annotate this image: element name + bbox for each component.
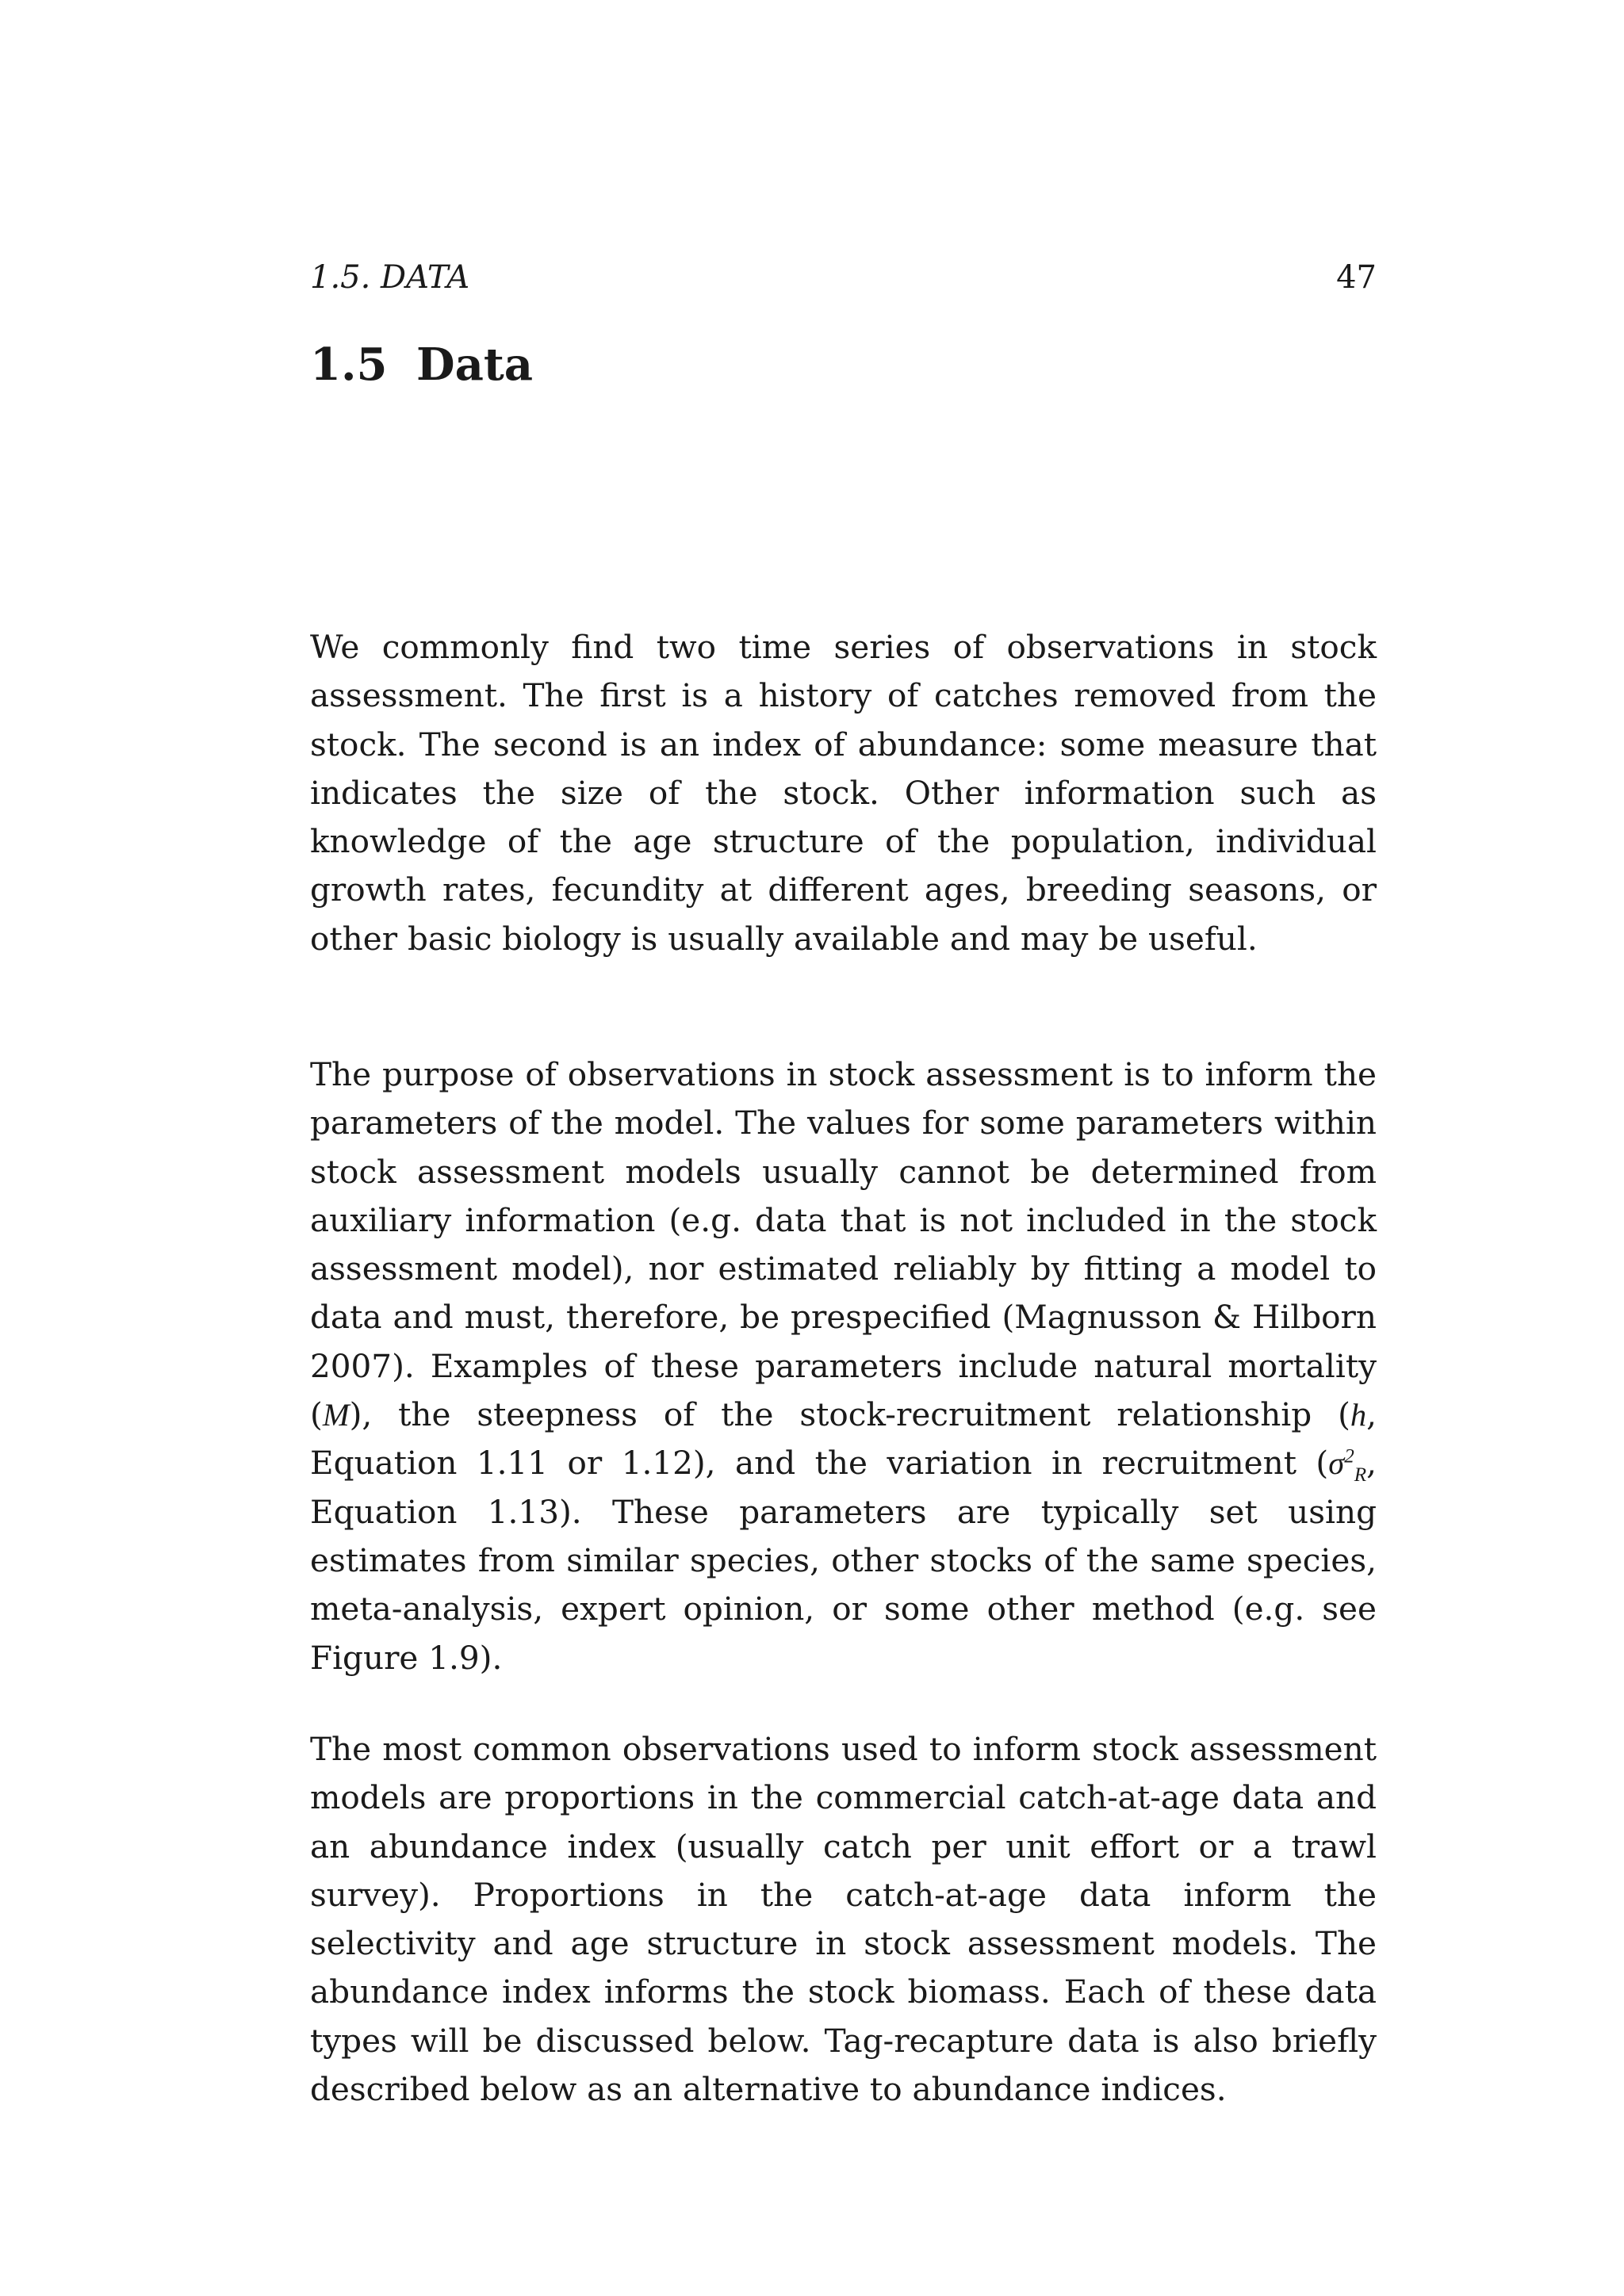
- running-header: [310, 255, 1377, 300]
- section-number: 1.5: [310, 339, 388, 391]
- section-title: Data: [416, 339, 533, 391]
- symbol-M: M: [322, 1397, 350, 1433]
- section-heading: [310, 333, 533, 396]
- symbol-sigma-r-squared: [1328, 1445, 1367, 1487]
- running-title: 1.5. DATA: [310, 259, 470, 296]
- paragraph-1: We commonly find two time series of observations in stock assessment. The first is a history of catches removed from the stock. The second is an index of abundance: some measure that indicates the size of the stock. Other information such as knowledge of the age structure of the population, individual growth rates, fecundity at different ages, breeding seasons, or other basic biology is usually available and may be useful.: [310, 628, 1377, 958]
- superscript-2: 2: [1344, 1445, 1354, 1468]
- paragraph-3: The most common observations used to inform stock assessment models are proportions in the commercial catch-at-age data and an abundance index (usually catch per unit effort or a trawl survey). Proportions in the catch-at-age data inform the selectivity and age structure in stock assessment models. The abundance index informs the stock biomass. Each of these data types will be discussed below. Tag-recapture data is also briefly described below as an alternative to abundance indices.: [310, 1730, 1377, 2109]
- page-number: 47: [1336, 259, 1377, 296]
- paragraph-2: [310, 1050, 1377, 1682]
- symbol-h: h: [1350, 1397, 1367, 1433]
- subscript-R: R: [1354, 1464, 1367, 1487]
- paragraph-2-text-4: , Equation 1.13). These parameters are typically set using estimates from similar species, other stocks of the same species, meta-analysis, expert opinion, or some other method (e.g. see Figure 1.9).: [310, 1444, 1377, 1677]
- paragraph-2-text-1: The purpose of observations in stock assessment is to inform the parameters of the model. The values for some parameters within stock assessment models usually cannot be determined from auxiliary information (e.g. data that is not included in the stock assessment model), nor estimated reliably by fitting a model to data and must, therefore, be prespecified (Magnusson & Hilborn 2007). Examples of these parameters include natural mortality (: [310, 1055, 1377, 1434]
- paragraph-2-text-3: , Equation 1.11 or 1.12), and the variation in recruitment (: [310, 1395, 1377, 1483]
- paragraph-2-text-2: ), the steepness of the stock-recruitment relationship (: [349, 1395, 1350, 1434]
- symbol-sigma: σ: [1328, 1445, 1345, 1482]
